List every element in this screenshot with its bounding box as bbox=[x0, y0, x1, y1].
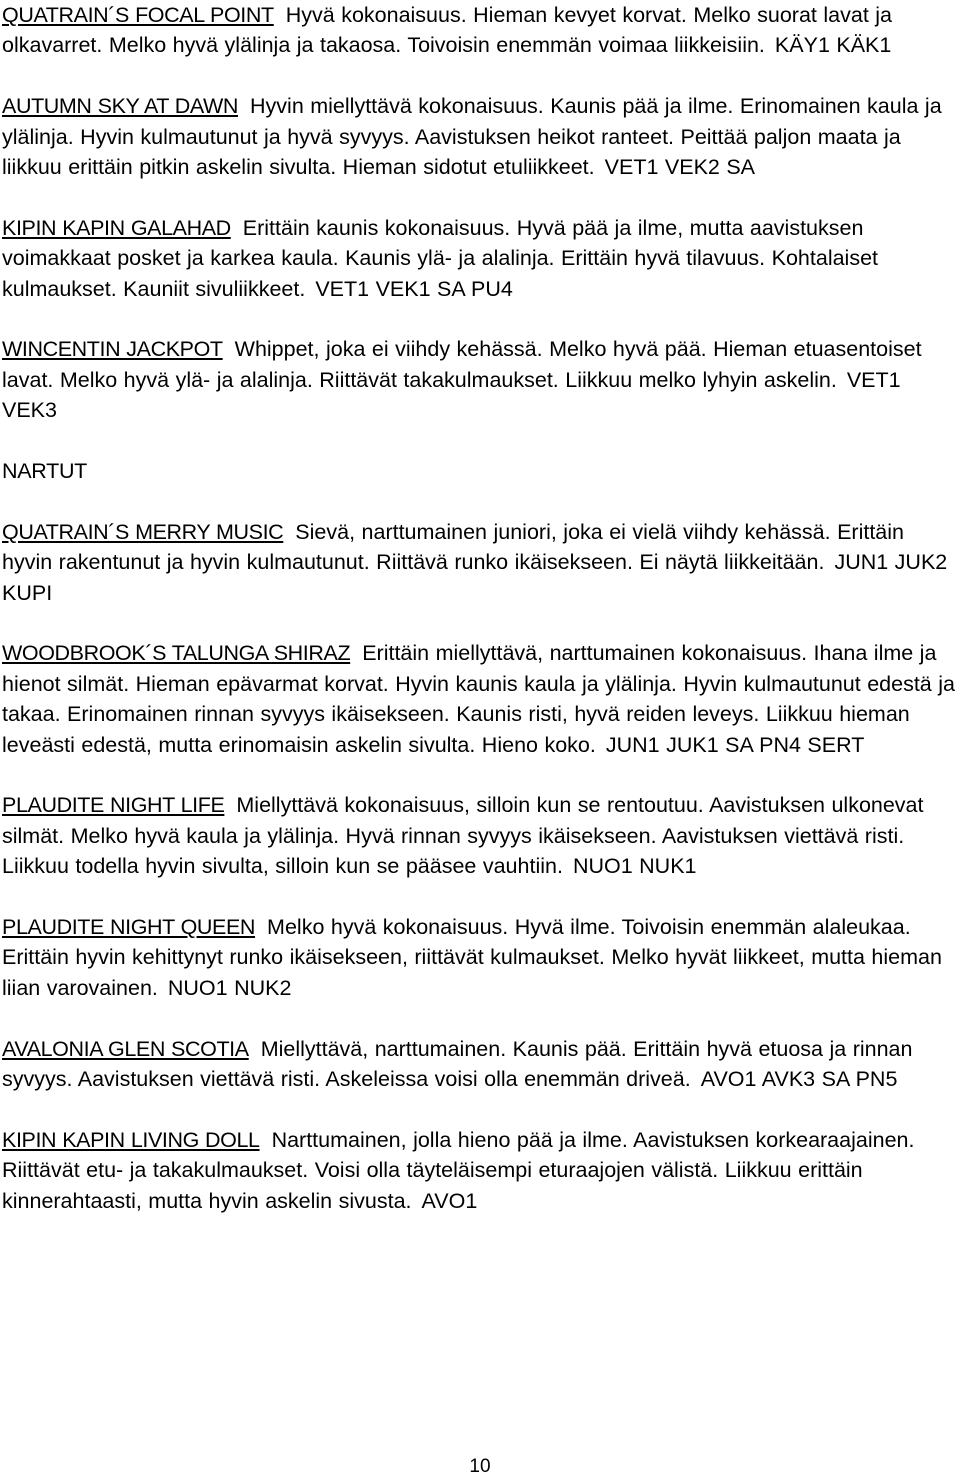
dog-entry bbox=[2, 1125, 958, 1216]
section-heading: NARTUT bbox=[2, 459, 87, 484]
dog-name: PLAUDITE NIGHT LIFE bbox=[2, 793, 225, 818]
critique-text: Hyvä kokonaisuus. Hieman kevyet korvat. Melko suorat lavat ja olkavarret. Melko hyvä ylälinja ja takaosa. Toivoisin enemmän voimaa liikkeisiin. bbox=[2, 3, 892, 58]
dog-name: PLAUDITE NIGHT QUEEN bbox=[2, 915, 256, 940]
critique-text: Whippet, joka ei viihdy kehässä. Melko hyvä pää. Hieman etuasentoiset lavat. Melko hyvä ylä- ja alalinja. Riittävät takakulmaukset. Liikkuu melko lyhyin askelin. bbox=[2, 337, 922, 392]
awards-text: AVO1 bbox=[421, 1188, 478, 1213]
dog-name: AUTUMN SKY AT DAWN bbox=[2, 94, 239, 119]
document-page bbox=[2, 0, 958, 1216]
dog-entry bbox=[2, 638, 958, 760]
dog-entry bbox=[2, 0, 958, 61]
dog-name: QUATRAIN´S FOCAL POINT bbox=[2, 3, 274, 27]
page-number: 10 bbox=[469, 1456, 491, 1477]
critique-text: Hyvin miellyttävä kokonaisuus. Kaunis pää ja ilme. Erinomainen kaula ja ylälinja. Hyvin kulmautunut ja hyvä syvyys. Aavistuksen heikot ranteet. Peittää paljon maata ja liikkuu erittäin pitkin askelin sivulta. Hieman sidotut etuliikkeet. bbox=[2, 94, 942, 180]
awards-text: NUO1 NUK2 bbox=[167, 975, 292, 1000]
dog-entry bbox=[2, 517, 958, 608]
critique-text: Miellyttävä, narttumainen. Kaunis pää. Erittäin hyvä etuosa ja rinnan syvyys. Aavistuksen viettävä risti. Askeleissa voisi olla enemmän driveä. bbox=[2, 1036, 913, 1092]
awards-text: VET1 VEK2 SA bbox=[604, 155, 756, 180]
awards-text: JUN1 JUK2 KUPI bbox=[2, 550, 948, 605]
dog-name: KIPIN KAPIN GALAHAD bbox=[2, 215, 231, 240]
dog-entry bbox=[2, 790, 958, 881]
critique-text: Narttumainen, jolla hieno pää ja ilme. Aavistuksen korkearaajainen. Riittävät etu- ja takakulmaukset. Voisi olla täyteläisempi eturaajojen välistä. Liikkuu erittäin kinnerahtaasti, mutta hyvin askelin sivusta. bbox=[2, 1127, 915, 1213]
dog-entry bbox=[2, 334, 958, 425]
dog-entry bbox=[2, 912, 958, 1003]
dog-name: WINCENTIN JACKPOT bbox=[2, 337, 223, 362]
dog-name: AVALONIA GLEN SCOTIA bbox=[2, 1036, 249, 1061]
dog-entry bbox=[2, 213, 958, 304]
awards-text: KÄY1 KÄK1 bbox=[774, 33, 892, 58]
dog-entry bbox=[2, 91, 958, 182]
awards-text: NUO1 NUK1 bbox=[572, 854, 697, 879]
awards-text: VET1 VEK3 bbox=[2, 367, 901, 423]
critique-text: Miellyttävä kokonaisuus, silloin kun se rentoutuu. Aavistuksen ulkonevat silmät. Melko hyvä kaula ja ylälinja. Hyvä rinnan syvyys ikäisekseen. Aavistuksen viettävä risti. Liikkuu todella hyvin sivulta, silloin kun se pääsee vauhtiin. bbox=[2, 793, 924, 879]
awards-text: JUN1 JUK1 SA PN4 SERT bbox=[605, 732, 865, 757]
dog-name: WOODBROOK´S TALUNGA SHIRAZ bbox=[2, 641, 351, 666]
critique-text: Sievä, narttumainen juniori, joka ei vielä viihdy kehässä. Erittäin hyvin rakentunut ja hyvin kulmautunut. Riittävä runko ikäisekseen. Ei näytä liikkeitään. bbox=[2, 519, 904, 575]
critique-text: Erittäin kaunis kokonaisuus. Hyvä pää ja ilme, mutta aavistuksen voimakkaat posket ja karkea kaula. Kaunis ylä- ja alalinja. Erittäin hyvä tilavuus. Kohtalaiset kulmaukset. Kauniit sivuliikkeet. bbox=[2, 215, 879, 301]
awards-text: VET1 VEK1 SA PU4 bbox=[315, 276, 513, 301]
critique-text: Erittäin miellyttävä, narttumainen kokonaisuus. Ihana ilme ja hienot silmät. Hieman epävarmat korvat. Hyvin kaunis kaula ja ylälinja. Hyvin kulmautunut edestä ja takaa. Erinomainen rinnan syvyys ikäisekseen. Kaunis risti, hyvä reiden leveys. Liikkuu hieman leveästi edestä, mutta erinomaisin askelin sivulta. Hieno koko. bbox=[2, 641, 955, 757]
dog-name: KIPIN KAPIN LIVING DOLL bbox=[2, 1127, 260, 1152]
dog-entry bbox=[2, 1034, 958, 1095]
dog-name: QUATRAIN´S MERRY MUSIC bbox=[2, 519, 284, 544]
critique-text: Melko hyvä kokonaisuus. Hyvä ilme. Toivoisin enemmän alaleukaa. Erittäin hyvin kehittynyt runko ikäisekseen, riittävät kulmaukset. Melko hyvät liikkeet, mutta hieman liian varovainen. bbox=[2, 915, 942, 1000]
awards-text: AVO1 AVK3 SA PN5 bbox=[700, 1067, 898, 1092]
